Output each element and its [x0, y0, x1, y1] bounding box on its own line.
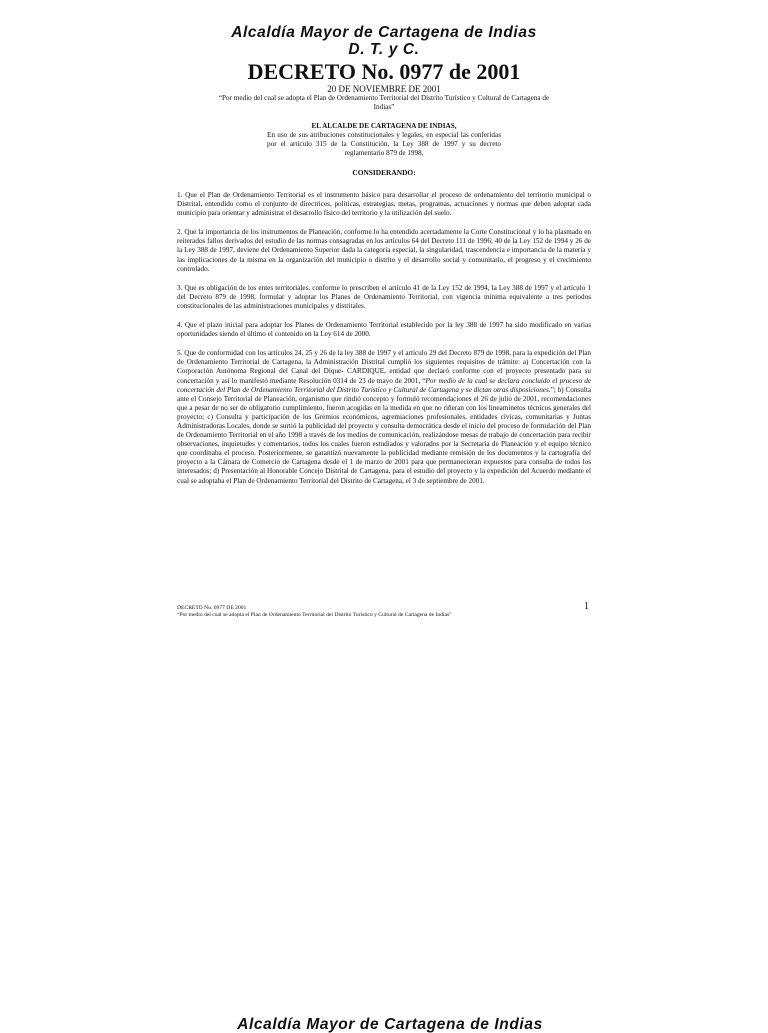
org-name-line2: D. T. y C. [348, 41, 420, 58]
footer-subject-line: “Por medio del cual se adopta el Plan de Ordenamiento Territorial del Distrito Turístico y Cultural de Cartagena de Indias” [177, 612, 452, 618]
mayor-title: EL ALCALDE DE CARTAGENA DE INDIAS, [311, 122, 457, 130]
mayor-powers: En uso de sus atribuciones constitucionales y legales, en especial las conferidas por el artículo 315 de la Constitución, la Ley 388 de 1997 y su decreto reglamentario 879 de 1998, [267, 131, 501, 157]
decree-date: 20 DE NOVIEMBRE DE 2001 [327, 84, 441, 94]
paragraph-5-part-a: 5. Que de conformidad con los artículos 24, 25 y 26 de la ley 388 de 1997 y el artículo 29 del Decreto 879 de 1998, para la expedición del Plan de Ordenamiento Territorial de Cartagena, la Administración Distrital cumplió los siguientes requisitos de trámite: a) Concertación con la Corporación Autónoma Regional del Canal del Dique- CARDIQUE, entidad que declaró conforme con el proyecto presentado para su concertación y así lo manifestó mediante Resolución 0314 de 23 de mayo de 2001, “ [177, 349, 591, 385]
paragraph-5-quote: Por medio de la cual se declara concluido el proceso de concertación del Plan de Ordenamiento Territorial del Distrito Turístico y Cultural de Cartagena y se dictan otras disposiciones. [177, 376, 592, 394]
page-number: 1 [584, 601, 589, 612]
paragraph-3: 3. Que es obligación de los entes territoriales, conforme lo prescriben el artículo 41 de la Ley 152 de 1994, la Ley 388 de 1997 y el artículo 1 del Decreto 879 de 1998, formular y adoptar los Planes de Ordenamiento Territorial, con vigencia mínima equivalente a tres periodos constitucionales de las administraciones municipales y distritales. [177, 283, 591, 310]
paragraph-4: 4. Que el plazo inicial para adoptar los Planes de Ordenamiento Territorial establecido por la ley 388 de 1997 ha sido modificado en varias oportunidades siendo el último el contenido en la Ley 614 de 2000. [177, 321, 591, 339]
decree-subject: “Por medio del cual se adopta el Plan de Ordenamiento Territorial del Distrito Turístico y Cultural de Cartagena de Indias” [218, 94, 550, 111]
considering-heading: CONSIDERANDO: [352, 168, 416, 177]
page-footer [177, 601, 591, 619]
paragraph-5-part-c: ”; b) Consulta ante el Consejo Territorial de Planeación, organismo que rindió concepto y formuló recomendaciones el 26 de julio de 2001, recomendaciones que a pesar de no ser de obligatorio cumplimiento, fueron acogidas en la medida en que no riñeran con los lineaminetos técnicos generales del proyecto; c) Consulta y participación de los Gremios económicos, agremiaciones profesionales, entidades cívicas, comunitarias y Juntas Administradoras Locales, donde se surtió la publicidad del proyecto y consulta democrática desde el inicio del proceso de formulación del Plan de Ordenamiento Territorial en el año 1998 a través de los medios de comunicación, realizándose mesas de trabajo de concertación para recibir observaciones, inquietudes y comentarios, todos los cuales fueron estudiados y valorados por la Secretaría de Planeación y el equipo técnico que coordinaba el proceso. Posteriormente, se garantizó nuevamente la publicidad mediante remisión de los documentos y la cartografía del proyecto a la Cámara de Comercio de Cartagena desde el 1 de marzo de 2001 para que permanecieran expuestos para consulta de todos los interesados; d) Presentación al Honorable Concejo Distrital de Cartagena, para el estudio del proyecto y la expedición del Acuerdo mediante el cual se adoptaba el Plan de Ordenamiento Territorial del Distrito de Cartagena, el 3 de septiembre de 2001. [177, 385, 592, 485]
paragraph-2: 2. Que la importancia de los instrumentos de Planeación, conforme lo ha entendido acertadamente la Corte Constitucional y lo ha plasmado en reiterados fallos derivados del estudio de las normas consagradas en los artículos 64 del Decreto 111 de 1996; 40 de la Ley 152 de 1994 y 26 de la Ley 388 de 1997, deviene del Ordenamiento Superior dada la categoría especial, la singularidad, trascendencia e importancia de la materia y las implicaciones de la misma en la organización del municipio o distrito y el desarrollo social y comunitario, el progreso y el crecimiento controlado. [177, 228, 591, 273]
decree-title: DECRETO No. 0977 de 2001 [247, 59, 521, 84]
document-page [177, 24, 591, 496]
next-page-header: Alcaldía Mayor de Cartagena de Indias [237, 1016, 543, 1033]
paragraph-5 [177, 349, 591, 485]
paragraph-1: 1. Que el Plan de Ordenamiento Territorial es el instrumento básico para desarrollar el proceso de ordenamiento del territorio municipal o Distrital, entendido como el conjunto de directrices, políticas, estrategias, metas, programas, actuaciones y normas que deben adoptar cada municipio para orientar y administrar el desarrollo físico del territorio y la utilización del suelo. [177, 191, 591, 218]
mayor-block [177, 122, 591, 158]
footer-decree-line: DECRETO No. 0977 DE 2001 [177, 605, 247, 611]
org-name-line1: Alcaldía Mayor de Cartagena de Indias [231, 24, 537, 41]
